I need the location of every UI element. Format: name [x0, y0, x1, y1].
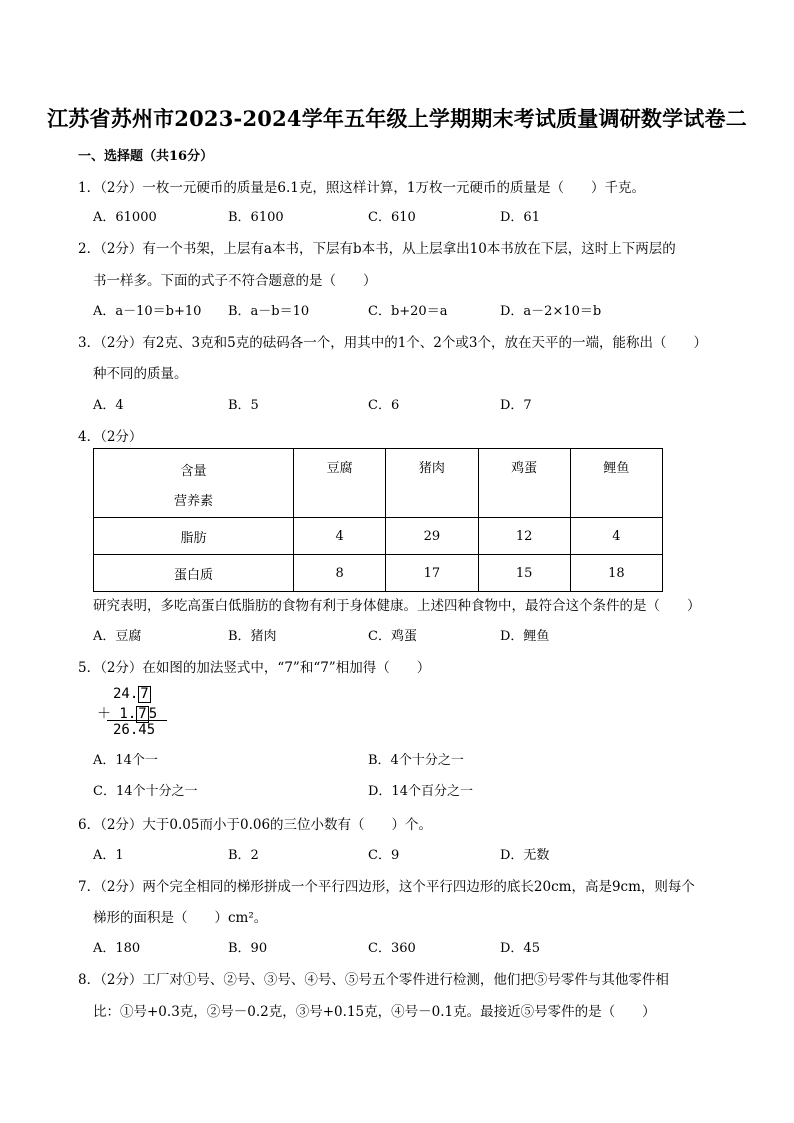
table-cell: 29	[386, 518, 478, 555]
q6-option-b: B．2	[228, 848, 259, 863]
addend-1: 24.	[113, 686, 139, 702]
column-header: 鲤鱼	[570, 449, 662, 518]
question-3-line-2: 种不同的质量。	[93, 366, 188, 382]
q3-option-a: A．4	[93, 398, 124, 413]
q7-option-b: B．90	[228, 941, 268, 956]
q1-option-a: A．61000	[93, 210, 157, 225]
q6-option-a: A．1	[93, 848, 124, 863]
question-2-line-1: 2．（2分）有一个书架，上层有a本书，下层有b本书，从上层拿出10本书放在下层，这时上下两层的	[78, 241, 676, 257]
question-3-line-1: 3．（2分）有2克、3克和5克的砝码各一个，用其中的1个、2个或3个，放在天平的一端，能称出（ ）	[78, 335, 707, 351]
question-4-line-2: 研究表明，多吃高蛋白低脂肪的食物有利于身体健康。上述四种食物中，最符合这个条件的是（ ）	[93, 598, 701, 614]
header-content-label: 含量	[180, 464, 207, 479]
q7-option-a: A．180	[93, 941, 141, 956]
boxed-digit-1: 7	[140, 686, 149, 702]
q4-option-a: A．豆腐	[93, 629, 142, 644]
q2-option-d: D．a－2×10＝b	[500, 304, 602, 319]
question-5-line-1: 5．（2分）在如图的加法竖式中，“7”和“7”相加得（ ）	[78, 660, 431, 676]
q2-option-c: C．b+20＝a	[368, 304, 448, 319]
question-7-line-2: 梯形的面积是（ ）cm²。	[93, 910, 268, 926]
table-header-row	[94, 449, 663, 518]
q2-option-b: B．a－b＝10	[228, 304, 310, 319]
question-2-line-2: 书一样多。下面的式子不符合题意的是（ ）	[93, 273, 377, 289]
addition-line-1	[113, 686, 151, 703]
addition-result: 26.45	[113, 722, 156, 738]
table-cell: 18	[570, 555, 662, 592]
column-header: 豆腐	[294, 449, 386, 518]
table-cell: 8	[294, 555, 386, 592]
q5-option-c: C．14个十分之一	[93, 784, 198, 799]
header-nutrient-label: 营养素	[173, 494, 213, 509]
addition-rule	[107, 720, 167, 721]
row-label: 脂肪	[94, 518, 294, 555]
table-cell: 4	[294, 518, 386, 555]
page-title: 江苏省苏州市2023-2024学年五年级上学期期末考试质量调研数学试卷二	[47, 106, 747, 131]
q2-option-a: A．a－10＝b+10	[93, 304, 202, 319]
q6-option-c: C．9	[368, 848, 400, 863]
q6-option-d: D．无数	[500, 848, 550, 863]
q7-option-c: C．360	[368, 941, 416, 956]
plus-addend-2: ＋ 1.	[97, 706, 137, 722]
q3-option-b: B．5	[228, 398, 259, 413]
q1-option-d: D．61	[500, 210, 540, 225]
q4-option-d: D．鲤鱼	[500, 629, 550, 644]
table-row	[94, 518, 663, 555]
nutrition-table	[93, 448, 663, 592]
q5-option-b: B．4个十分之一	[368, 753, 464, 768]
q4-option-c: C．鸡蛋	[368, 629, 417, 644]
question-8-line-1: 8．（2分）工厂对①号、②号、③号、④号、⑤号五个零件进行检测，他们把⑤号零件与其他零件相	[78, 972, 669, 988]
table-cell: 12	[478, 518, 570, 555]
column-header: 猪肉	[386, 449, 478, 518]
table-corner-cell	[94, 449, 294, 518]
q7-option-d: D．45	[500, 941, 540, 956]
q1-option-b: B．6100	[228, 210, 284, 225]
question-4-line-1: 4．（2分）	[78, 429, 143, 445]
table-cell: 15	[478, 555, 570, 592]
boxed-digit-2: 7	[138, 706, 147, 722]
q5-option-d: D．14个百分之一	[368, 784, 473, 799]
addend-2-suffix: 5	[148, 706, 158, 722]
question-8-line-2: 比：①号+0.3克，②号－0.2克，③号+0.15克，④号－0.1克。最接近⑤号零件的是（ ）	[93, 1004, 656, 1020]
q4-option-b: B．猪肉	[228, 629, 277, 644]
table-row	[94, 555, 663, 592]
q1-option-c: C．610	[368, 210, 416, 225]
section-heading: 一、选择题（共16分）	[78, 149, 214, 164]
column-header: 鸡蛋	[478, 449, 570, 518]
row-label: 蛋白质	[94, 555, 294, 592]
question-6-line-1: 6．（2分）大于0.05而小于0.06的三位小数有（ ）个。	[78, 817, 433, 833]
question-1-line-1: 1．（2分）一枚一元硬币的质量是6.1克，照这样计算，1万枚一元硬币的质量是（ ）千克。	[78, 180, 645, 196]
table-cell: 4	[570, 518, 662, 555]
q5-option-a: A．14个一	[93, 753, 158, 768]
q3-option-d: D．7	[500, 398, 532, 413]
question-7-line-1: 7．（2分）两个完全相同的梯形拼成一个平行四边形，这个平行四边形的底长20cm，高是9cm，则每个	[78, 879, 695, 895]
table-cell: 17	[386, 555, 478, 592]
q3-option-c: C．6	[368, 398, 400, 413]
